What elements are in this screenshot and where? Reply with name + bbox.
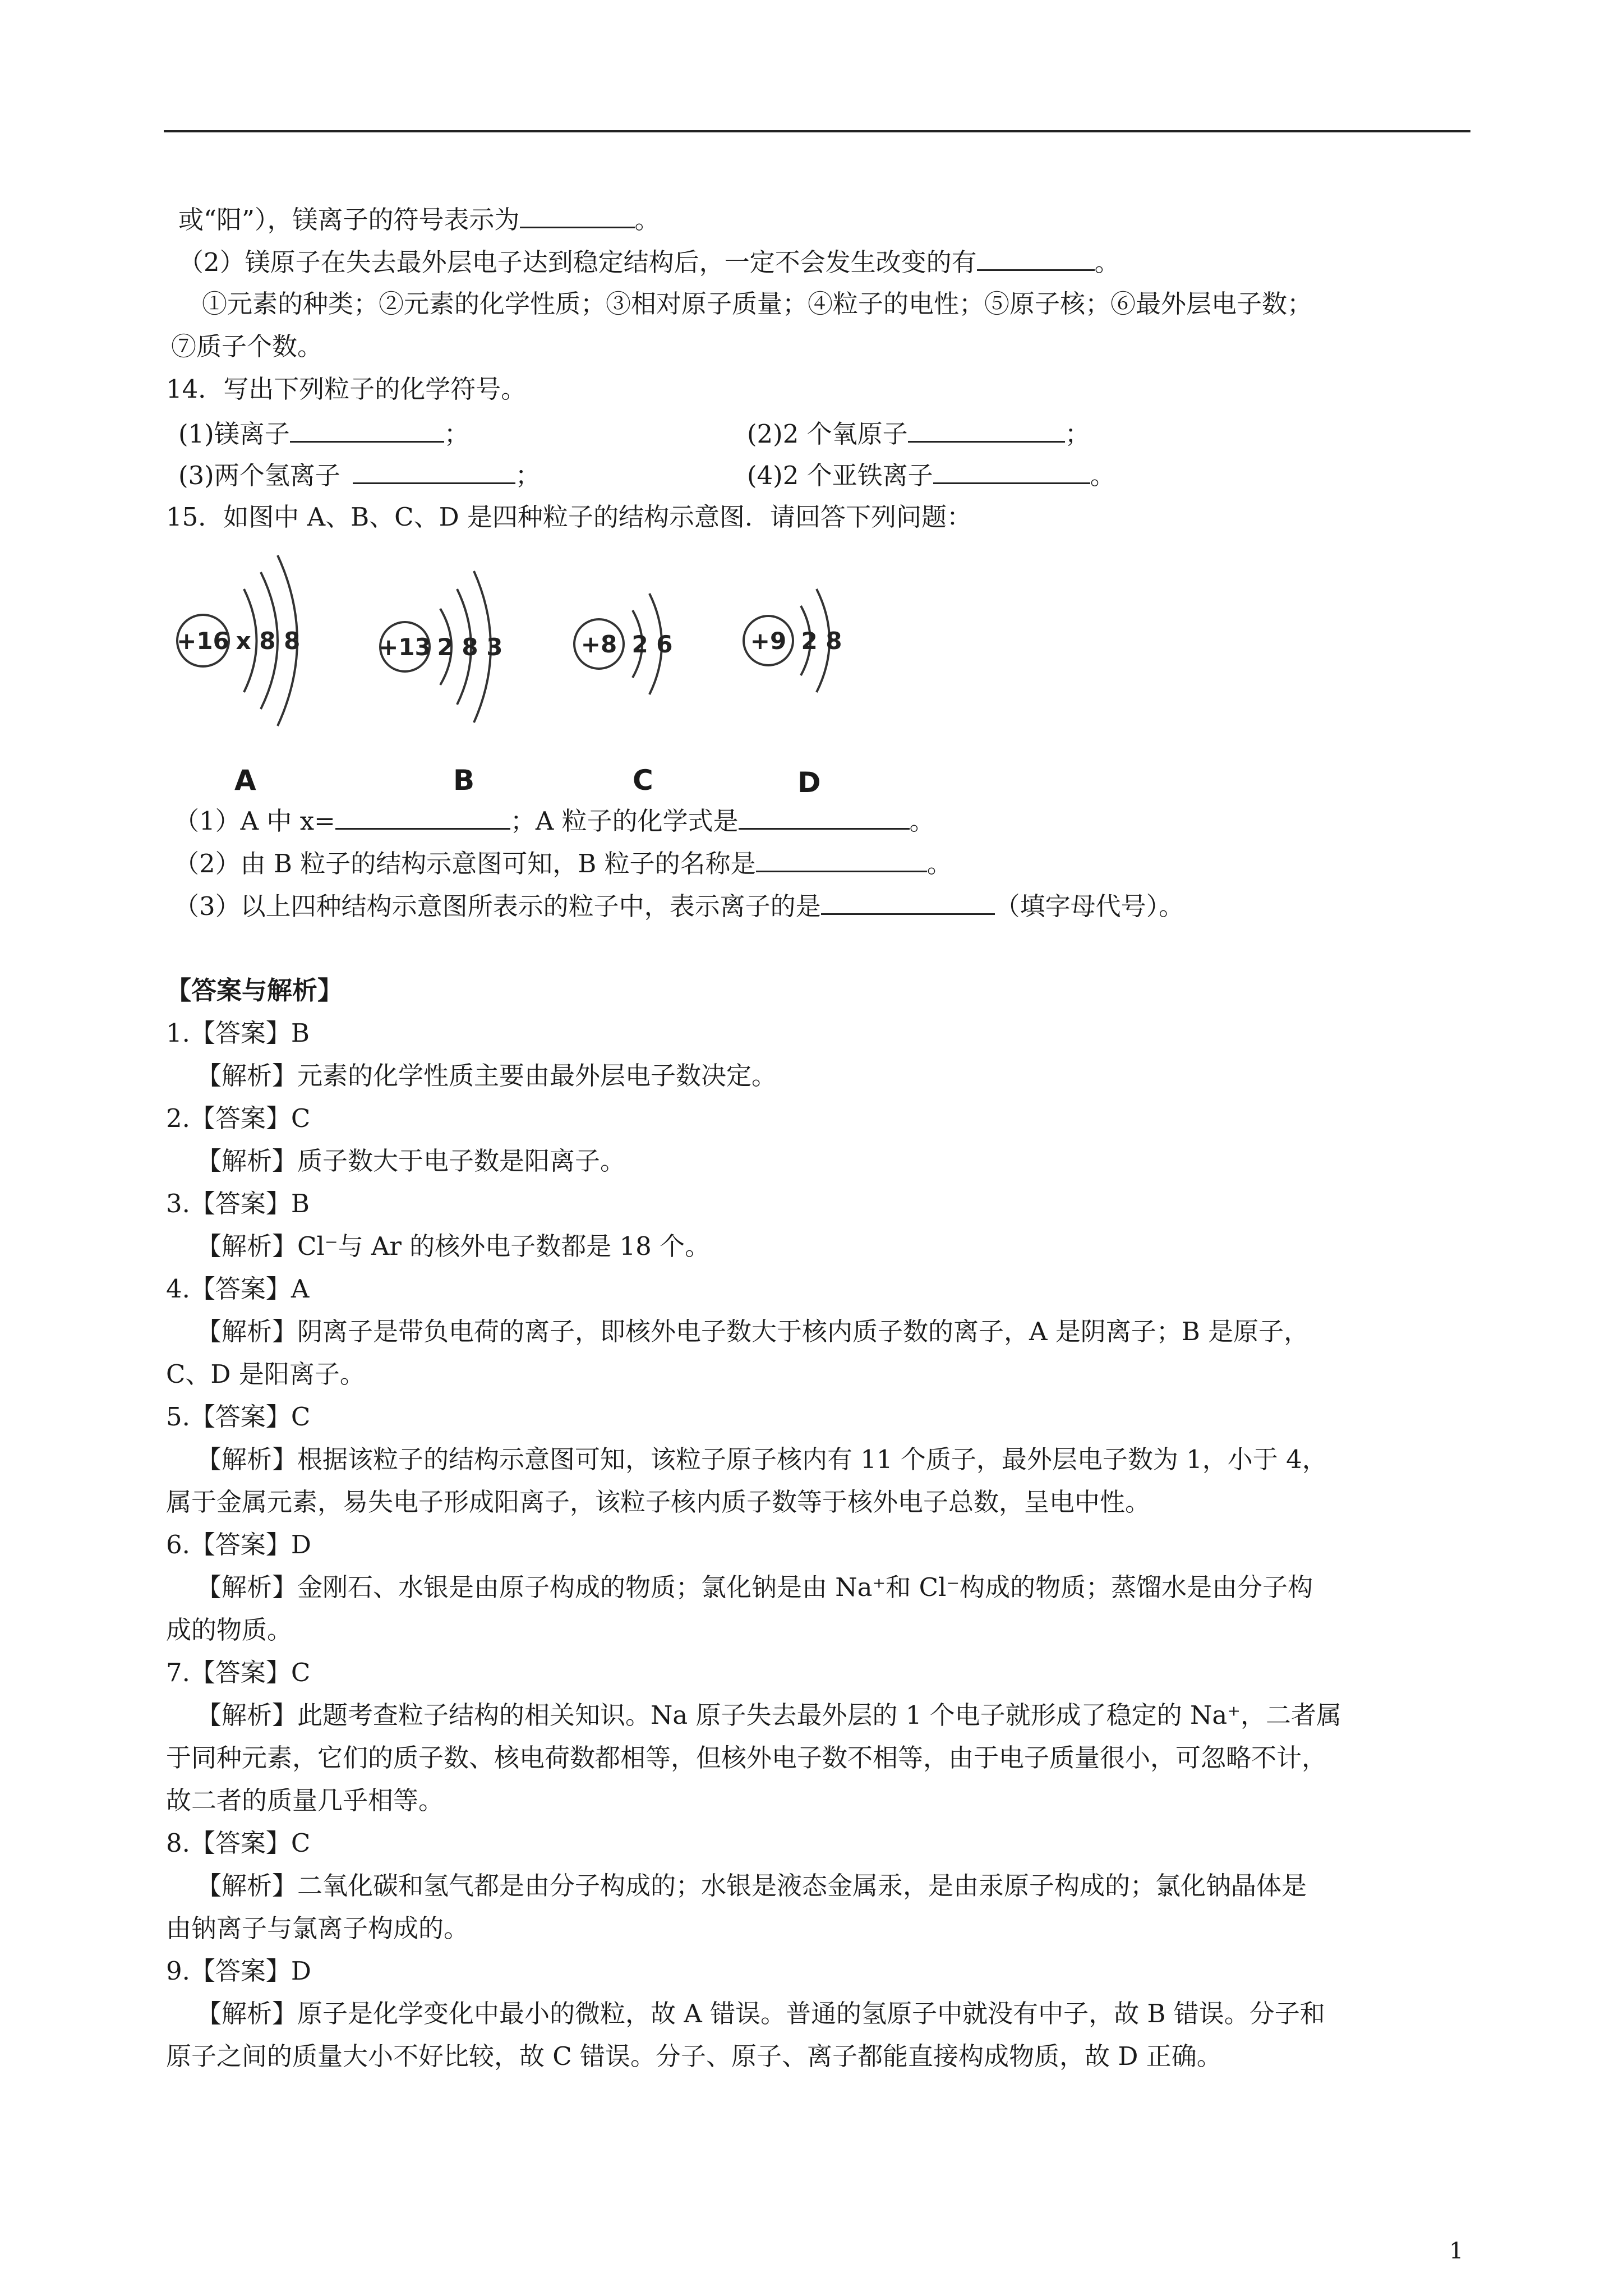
nucleus-charge-a: +16 [177, 627, 229, 655]
nucleus-charge-c: +8 [580, 631, 617, 658]
q14-item3: (3)两个氢离子 ； [178, 458, 541, 493]
explanation-line: 【解析】质子数大于电子数是阳离子。 [196, 1146, 626, 1176]
answer-line: 6.【答案】D [166, 1530, 312, 1559]
diagram-label-d: D [797, 766, 821, 799]
q13-options-line1: ①元素的种类；②元素的化学性质；③相对原子质量；④粒子的电性；⑤原子核；⑥最外层电子数； [202, 289, 1313, 319]
q13-options-line2: ⑦质子个数。 [171, 332, 323, 361]
q15-part1: （1）A 中 x= ；A 粒子的化学式是 。 [174, 803, 935, 838]
explanation-line: 成的物质。 [166, 1615, 293, 1645]
q14-item1: (1)镁离子 ； [178, 416, 469, 451]
q15-part2: （2）由 B 粒子的结构示意图可知，B 粒子的名称是 。 [174, 846, 952, 881]
q14-item4: (4)2 个亚铁离子 。 [747, 458, 1115, 493]
answer-line: 4.【答案】A [166, 1274, 310, 1304]
q14-item2: (2)2 个氧原子 ； [747, 416, 1090, 451]
answer-blank [756, 846, 927, 872]
answer-blank [908, 416, 1065, 443]
page-number: 1 [1449, 2238, 1464, 2264]
electron-shells-c: 2 6 [631, 631, 673, 658]
q13-continuation: 或“阳”），镁离子的符号表示为 。 [178, 202, 660, 237]
answer-blank [353, 458, 515, 484]
explanation-line: 属于金属元素，易失电子形成阳离子，该粒子核内质子数等于核外电子总数，呈电中性。 [166, 1487, 1151, 1517]
answer-line: 9.【答案】D [166, 1956, 312, 1986]
explanation-line: 【解析】金刚石、水银是由原子构成的物质；氯化钠是由 Na⁺和 Cl⁻构成的物质；蒸馏水是由分子构 [196, 1572, 1313, 1602]
electron-shells-b: 2 8 3 [437, 633, 503, 661]
answer-blank [520, 202, 635, 228]
explanation-line: 故二者的质量几乎相等。 [166, 1786, 444, 1815]
answer-blank [739, 803, 910, 830]
answer-blank [977, 245, 1095, 271]
header-rule [164, 130, 1470, 132]
explanation-line: 【解析】元素的化学性质主要由最外层电子数决定。 [196, 1061, 777, 1091]
answer-line: 1.【答案】B [166, 1018, 310, 1048]
atomic-structure-diagrams [163, 533, 892, 797]
explanation-line: 于同种元素，它们的质子数、核电荷数都相等，但核外电子数不相等，由于电子质量很小，可忽略不计， [166, 1743, 1327, 1773]
diagram-label-b: B [453, 764, 475, 797]
answer-blank [290, 416, 444, 443]
answers-heading: 【答案与解析】 [166, 976, 343, 1005]
diagram-label-c: C [633, 764, 653, 797]
explanation-line: 由钠离子与氯离子构成的。 [166, 1913, 469, 1943]
explanation-line: 【解析】二氧化碳和氢气都是由分子构成的；水银是液态金属汞，是由汞原子构成的；氯化钠晶体是 [196, 1871, 1307, 1901]
answer-line: 3.【答案】B [166, 1189, 310, 1218]
explanation-line: 【解析】原子是化学变化中最小的微粒，故 A 错误。普通的氢原子中就没有中子，故 B 错误。分子和 [196, 1999, 1325, 2028]
explanation-line: C、D 是阳离子。 [166, 1359, 365, 1389]
answer-line: 8.【答案】C [166, 1828, 311, 1858]
answer-line: 7.【答案】C [166, 1658, 311, 1687]
explanation-line: 【解析】此题考查粒子结构的相关知识。Na 原子失去最外层的 1 个电子就形成了稳定的 Na⁺，二者属 [196, 1700, 1342, 1730]
explanation-line: 【解析】阴离子是带负电荷的离子，即核外电子数大于核内质子数的离子，A 是阴离子；B 是原子， [196, 1317, 1310, 1346]
q15-part3: （3）以上四种结构示意图所表示的粒子中，表示离子的是 （填字母代号）。 [174, 889, 1184, 923]
electron-shells-a: x 8 8 [236, 627, 301, 655]
diagram-label-a: A [234, 764, 256, 797]
answer-blank [335, 803, 510, 830]
answer-line: 5.【答案】C [166, 1402, 311, 1432]
electron-shells-d: 2 8 [801, 627, 842, 655]
q14-title: 14．写出下列粒子的化学符号。 [166, 374, 527, 404]
explanation-line: 【解析】Cl⁻与 Ar 的核外电子数都是 18 个。 [196, 1231, 711, 1261]
answer-blank [933, 458, 1090, 484]
q13-part2: （2）镁原子在失去最外层电子达到稳定结构后，一定不会发生改变的有 。 [178, 245, 1120, 279]
explanation-line: 原子之间的质量大小不好比较，故 C 错误。分子、原子、离子都能直接构成物质，故 D 正确。 [166, 2041, 1222, 2071]
explanation-line: 【解析】根据该粒子的结构示意图可知，该粒子原子核内有 11 个质子，最外层电子数为 1，小于 4， [196, 1444, 1327, 1474]
answer-line: 2.【答案】C [166, 1103, 311, 1133]
nucleus-charge-d: +9 [750, 627, 787, 655]
answer-blank [821, 889, 995, 915]
q15-title: 15．如图中 A、B、C、D 是四种粒子的结构示意图．请回答下列问题： [166, 502, 972, 532]
nucleus-charge-b: +13 [379, 633, 431, 661]
